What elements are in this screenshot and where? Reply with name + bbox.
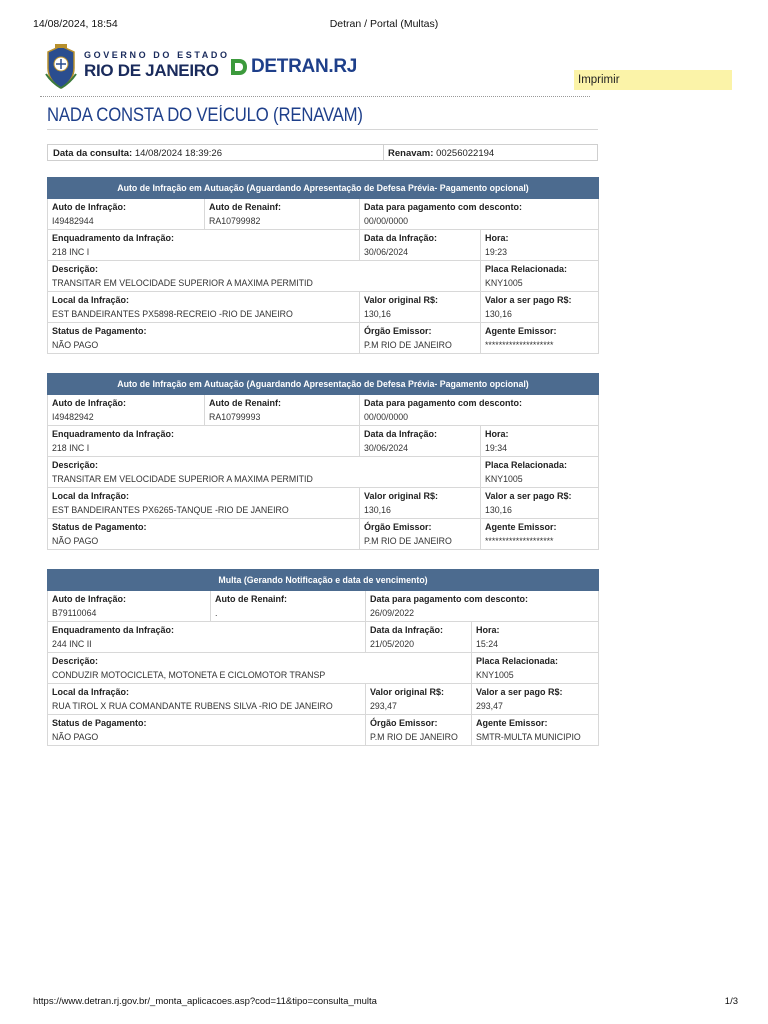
plate-label: Placa Relacionada: bbox=[476, 656, 559, 666]
print-footer bbox=[33, 996, 738, 1007]
original-value-label: Valor original R$: bbox=[364, 295, 439, 305]
description-value: TRANSITAR EM VELOCIDADE SUPERIOR A MAXIMA PERMITID bbox=[52, 278, 313, 288]
amount-due-label: Valor a ser pago R$: bbox=[476, 687, 563, 697]
original-value-label: Valor original R$: bbox=[364, 491, 439, 501]
enquadramento-label: Enquadramento da Infração: bbox=[52, 429, 175, 439]
plate-cell bbox=[481, 457, 599, 488]
infraction-date-cell bbox=[366, 622, 472, 653]
issuing-agent-cell bbox=[481, 519, 599, 550]
plate-cell bbox=[472, 653, 599, 684]
enquadramento-cell bbox=[48, 230, 360, 261]
consulta-date bbox=[53, 148, 222, 159]
discount-date-value: 00/00/0000 bbox=[364, 216, 409, 226]
original-value-cell bbox=[360, 292, 481, 323]
enquadramento-value: 218 INC I bbox=[52, 443, 90, 453]
issuing-agency-value: P.M RIO DE JANEIRO bbox=[370, 732, 458, 742]
page-title: NADA CONSTA DO VEÍCULO (RENAVAM) bbox=[47, 105, 363, 126]
detran-mark-icon bbox=[230, 57, 248, 77]
detran-logo bbox=[230, 56, 357, 78]
original-value: 130,16 bbox=[364, 505, 391, 515]
payment-status-label: Status de Pagamento: bbox=[52, 522, 147, 532]
original-value-cell bbox=[360, 488, 481, 519]
original-value: 293,47 bbox=[370, 701, 397, 711]
header-divider bbox=[40, 96, 590, 97]
renainf-label: Auto de Renainf: bbox=[209, 398, 281, 408]
issuing-agent-cell bbox=[472, 715, 599, 746]
infraction-header: Auto de Infração em Autuação (Aguardando Apresentação de Defesa Prévia- Pagamento opcional) bbox=[48, 374, 599, 395]
infraction-date-cell bbox=[360, 426, 481, 457]
enquadramento-value: 218 INC I bbox=[52, 247, 90, 257]
plate-value: KNY1005 bbox=[476, 670, 514, 680]
amount-due-value: 130,16 bbox=[485, 505, 512, 515]
auto-value: B79110064 bbox=[52, 608, 97, 618]
amount-due-cell bbox=[481, 292, 599, 323]
infraction-date-cell bbox=[360, 230, 481, 261]
location-value: EST BANDEIRANTES PX5898-RECREIO -RIO DE JANEIRO bbox=[52, 309, 293, 319]
original-value-label: Valor original R$: bbox=[370, 687, 445, 697]
description-label: Descrição: bbox=[52, 460, 99, 470]
infraction-date-label: Data da Infração: bbox=[364, 429, 438, 439]
discount-date-cell bbox=[366, 591, 599, 622]
auto-label: Auto de Infração: bbox=[52, 398, 127, 408]
renainf-label: Auto de Renainf: bbox=[209, 202, 281, 212]
amount-due-value: 293,47 bbox=[476, 701, 503, 711]
plate-label: Placa Relacionada: bbox=[485, 264, 568, 274]
infraction-date-value: 30/06/2024 bbox=[364, 443, 409, 453]
consulta-date-label: Data da consulta: bbox=[53, 148, 133, 159]
footer-url: https://www.detran.rj.gov.br/_monta_aplicacoes.asp?cod=11&tipo=consulta_multa bbox=[33, 996, 377, 1007]
time-cell bbox=[481, 426, 599, 457]
print-datetime: 14/08/2024, 18:54 bbox=[33, 18, 118, 30]
auto-label: Auto de Infração: bbox=[52, 594, 127, 604]
issuing-agency-cell bbox=[366, 715, 472, 746]
auto-cell bbox=[48, 199, 205, 230]
print-page-title: Detran / Portal (Multas) bbox=[329, 18, 439, 30]
auto-value: I49482942 bbox=[52, 412, 94, 422]
location-cell bbox=[48, 684, 366, 715]
infraction-header: Auto de Infração em Autuação (Aguardando Apresentação de Defesa Prévia- Pagamento opcional) bbox=[48, 178, 599, 199]
location-value: RUA TIROL X RUA COMANDANTE RUBENS SILVA -RIO DE JANEIRO bbox=[52, 701, 333, 711]
issuing-agency-label: Órgão Emissor: bbox=[364, 522, 432, 532]
payment-status-cell bbox=[48, 715, 366, 746]
original-value-cell bbox=[366, 684, 472, 715]
amount-due-value: 130,16 bbox=[485, 309, 512, 319]
issuing-agent-label: Agente Emissor: bbox=[485, 326, 557, 336]
infraction-table-3 bbox=[47, 569, 599, 746]
infraction-header: Multa (Gerando Notificação e data de vencimento) bbox=[48, 570, 599, 591]
enquadramento-cell bbox=[48, 426, 360, 457]
issuing-agent-cell bbox=[481, 323, 599, 354]
original-value: 130,16 bbox=[364, 309, 391, 319]
description-cell bbox=[48, 653, 472, 684]
renainf-value: RA10799993 bbox=[209, 412, 261, 422]
time-cell bbox=[481, 230, 599, 261]
discount-date-label: Data para pagamento com desconto: bbox=[364, 202, 523, 212]
state-crest-icon bbox=[44, 44, 78, 90]
time-value: 15:24 bbox=[476, 639, 499, 649]
print-button[interactable]: Imprimir bbox=[574, 70, 732, 90]
renainf-cell bbox=[211, 591, 366, 622]
renavam-label: Renavam: bbox=[388, 148, 434, 159]
amount-due-label: Valor a ser pago R$: bbox=[485, 491, 572, 501]
infraction-table-2 bbox=[47, 373, 599, 550]
gov-logo-line1: GOVERNO DO ESTADO bbox=[84, 50, 230, 60]
issuing-agent-value: SMTR-MULTA MUNICIPIO bbox=[476, 732, 581, 742]
enquadramento-label: Enquadramento da Infração: bbox=[52, 233, 175, 243]
location-label: Local da Infração: bbox=[52, 491, 130, 501]
title-divider bbox=[47, 129, 598, 130]
auto-cell bbox=[48, 395, 205, 426]
enquadramento-value: 244 INC II bbox=[52, 639, 92, 649]
issuing-agent-label: Agente Emissor: bbox=[485, 522, 557, 532]
discount-date-label: Data para pagamento com desconto: bbox=[370, 594, 529, 604]
time-cell bbox=[472, 622, 599, 653]
issuing-agent-label: Agente Emissor: bbox=[476, 718, 548, 728]
renainf-cell bbox=[205, 395, 360, 426]
auto-cell bbox=[48, 591, 211, 622]
infraction-date-label: Data da Infração: bbox=[364, 233, 438, 243]
gov-logo-text bbox=[84, 50, 230, 79]
discount-date-value: 26/09/2022 bbox=[370, 608, 415, 618]
time-label: Hora: bbox=[485, 233, 509, 243]
description-value: TRANSITAR EM VELOCIDADE SUPERIOR A MAXIMA PERMITID bbox=[52, 474, 313, 484]
issuing-agent-value: ******************** bbox=[485, 536, 554, 546]
issuing-agency-label: Órgão Emissor: bbox=[370, 718, 438, 728]
location-cell bbox=[48, 292, 360, 323]
amount-due-cell bbox=[481, 488, 599, 519]
detran-logo-text: DETRAN.RJ bbox=[251, 56, 358, 77]
issuing-agency-cell bbox=[360, 323, 481, 354]
renainf-cell bbox=[205, 199, 360, 230]
issuing-agency-value: P.M RIO DE JANEIRO bbox=[364, 340, 452, 350]
description-label: Descrição: bbox=[52, 656, 99, 666]
auto-label: Auto de Infração: bbox=[52, 202, 127, 212]
issuing-agency-label: Órgão Emissor: bbox=[364, 326, 432, 336]
consulta-renavam bbox=[383, 145, 598, 160]
issuing-agent-value: ******************** bbox=[485, 340, 554, 350]
payment-status-label: Status de Pagamento: bbox=[52, 326, 147, 336]
infraction-date-value: 30/06/2024 bbox=[364, 247, 409, 257]
payment-status-label: Status de Pagamento: bbox=[52, 718, 147, 728]
renavam-value: 00256022194 bbox=[436, 148, 495, 159]
infraction-date-label: Data da Infração: bbox=[370, 625, 444, 635]
location-label: Local da Infração: bbox=[52, 687, 130, 697]
description-label: Descrição: bbox=[52, 264, 99, 274]
enquadramento-label: Enquadramento da Infração: bbox=[52, 625, 175, 635]
description-cell bbox=[48, 457, 481, 488]
plate-value: KNY1005 bbox=[485, 278, 523, 288]
discount-date-value: 00/00/0000 bbox=[364, 412, 409, 422]
discount-date-cell bbox=[360, 395, 599, 426]
amount-due-cell bbox=[472, 684, 599, 715]
payment-status-value: NÃO PAGO bbox=[52, 732, 99, 742]
gov-logo-line2: RIO DE JANEIRO bbox=[84, 61, 219, 80]
discount-date-cell bbox=[360, 199, 599, 230]
auto-value: I49482944 bbox=[52, 216, 94, 226]
plate-label: Placa Relacionada: bbox=[485, 460, 568, 470]
location-label: Local da Infração: bbox=[52, 295, 130, 305]
plate-cell bbox=[481, 261, 599, 292]
payment-status-cell bbox=[48, 519, 360, 550]
amount-due-label: Valor a ser pago R$: bbox=[485, 295, 572, 305]
time-value: 19:23 bbox=[485, 247, 508, 257]
payment-status-cell bbox=[48, 323, 360, 354]
discount-date-label: Data para pagamento com desconto: bbox=[364, 398, 523, 408]
location-cell bbox=[48, 488, 360, 519]
renainf-value: . bbox=[215, 608, 218, 618]
description-cell bbox=[48, 261, 481, 292]
renainf-value: RA10799982 bbox=[209, 216, 261, 226]
issuing-agency-cell bbox=[360, 519, 481, 550]
infraction-date-value: 21/05/2020 bbox=[370, 639, 415, 649]
enquadramento-cell bbox=[48, 622, 366, 653]
renainf-label: Auto de Renainf: bbox=[215, 594, 287, 604]
issuing-agency-value: P.M RIO DE JANEIRO bbox=[364, 536, 452, 546]
payment-status-value: NÃO PAGO bbox=[52, 340, 99, 350]
payment-status-value: NÃO PAGO bbox=[52, 536, 99, 546]
location-value: EST BANDEIRANTES PX6265-TANQUE -RIO DE JANEIRO bbox=[52, 505, 289, 515]
footer-page-number: 1/3 bbox=[724, 996, 738, 1007]
time-value: 19:34 bbox=[485, 443, 508, 453]
infraction-table-1 bbox=[47, 177, 599, 354]
time-label: Hora: bbox=[476, 625, 500, 635]
consulta-date-value: 14/08/2024 18:39:26 bbox=[134, 148, 222, 159]
time-label: Hora: bbox=[485, 429, 509, 439]
description-value: CONDUZIR MOTOCICLETA, MOTONETA E CICLOMOTOR TRANSP bbox=[52, 670, 326, 680]
consulta-box bbox=[47, 144, 598, 161]
plate-value: KNY1005 bbox=[485, 474, 523, 484]
